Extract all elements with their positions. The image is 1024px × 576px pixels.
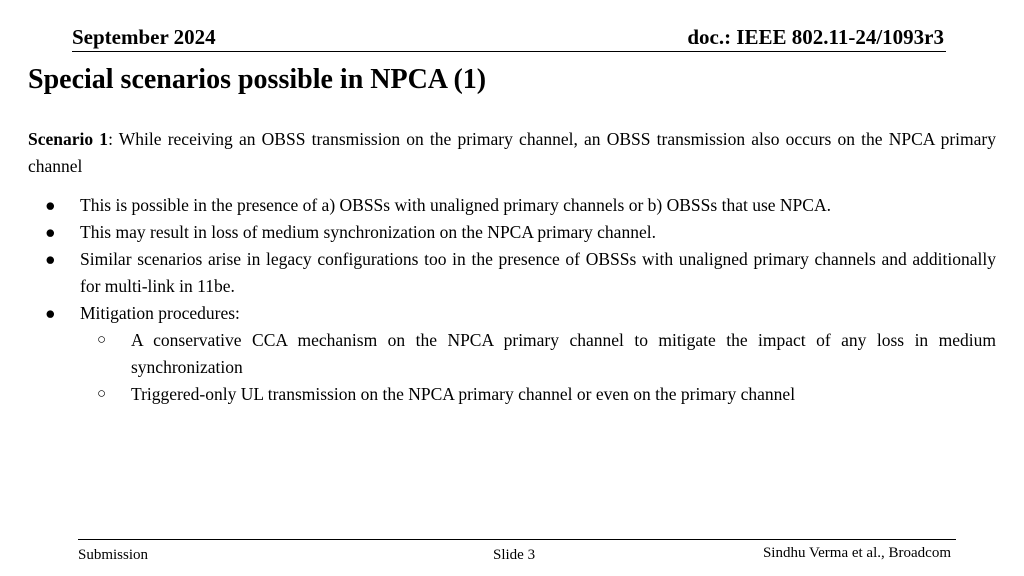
header-doc-id: doc.: IEEE 802.11-24/1093r3 <box>687 25 944 49</box>
bullet-circle-icon: ○ <box>97 386 107 402</box>
bullet-circle-icon: ○ <box>97 332 107 348</box>
header-date: September 2024 <box>72 25 216 49</box>
sub-bullet-item <box>80 327 996 381</box>
bullet-text: Similar scenarios arise in legacy configurations too in the presence of OBSSs with unaligned primary channels and additionally for multi-link in 11be. <box>80 249 996 296</box>
bullet-dot-icon: ● <box>45 195 56 215</box>
scenario-intro <box>28 126 996 180</box>
bullet-item <box>28 192 996 219</box>
slide-title: Special scenarios possible in NPCA (1) <box>28 64 487 95</box>
footer-divider <box>78 539 956 540</box>
bullet-dot-icon: ● <box>45 222 56 242</box>
bullet-item <box>28 246 996 300</box>
slide-body <box>28 126 996 408</box>
bullet-dot-icon: ● <box>45 303 56 323</box>
bullet-item <box>28 219 996 246</box>
bullet-text: This may result in loss of medium synchronization on the NPCA primary channel. <box>80 222 656 242</box>
sub-bullet-text: A conservative CCA mechanism on the NPCA primary channel to mitigate the impact of any loss in medium synchronization <box>131 330 996 377</box>
footer-author: Sindhu Verma et al., Broadcom <box>762 545 951 561</box>
bullet-text: Mitigation procedures: <box>80 303 240 323</box>
bullet-list <box>28 192 996 408</box>
sub-bullet-list <box>80 327 996 408</box>
footer-slide-number: Slide 3 <box>493 547 536 563</box>
bullet-item <box>28 300 996 408</box>
bullet-text: This is possible in the presence of a) OBSSs with unaligned primary channels or b) OBSSs that use NPCA. <box>80 195 831 215</box>
bullet-dot-icon: ● <box>45 249 56 269</box>
header-divider <box>72 51 946 52</box>
scenario-label: Scenario 1 <box>28 129 109 149</box>
sub-bullet-text: Triggered-only UL transmission on the NPCA primary channel or even on the primary channel <box>131 384 796 404</box>
sub-bullet-item <box>80 381 996 408</box>
scenario-text: : While receiving an OBSS transmission on the primary channel, an OBSS transmission also occurs on the NPCA primary channel <box>28 129 996 176</box>
footer-submission: Submission <box>78 547 149 563</box>
